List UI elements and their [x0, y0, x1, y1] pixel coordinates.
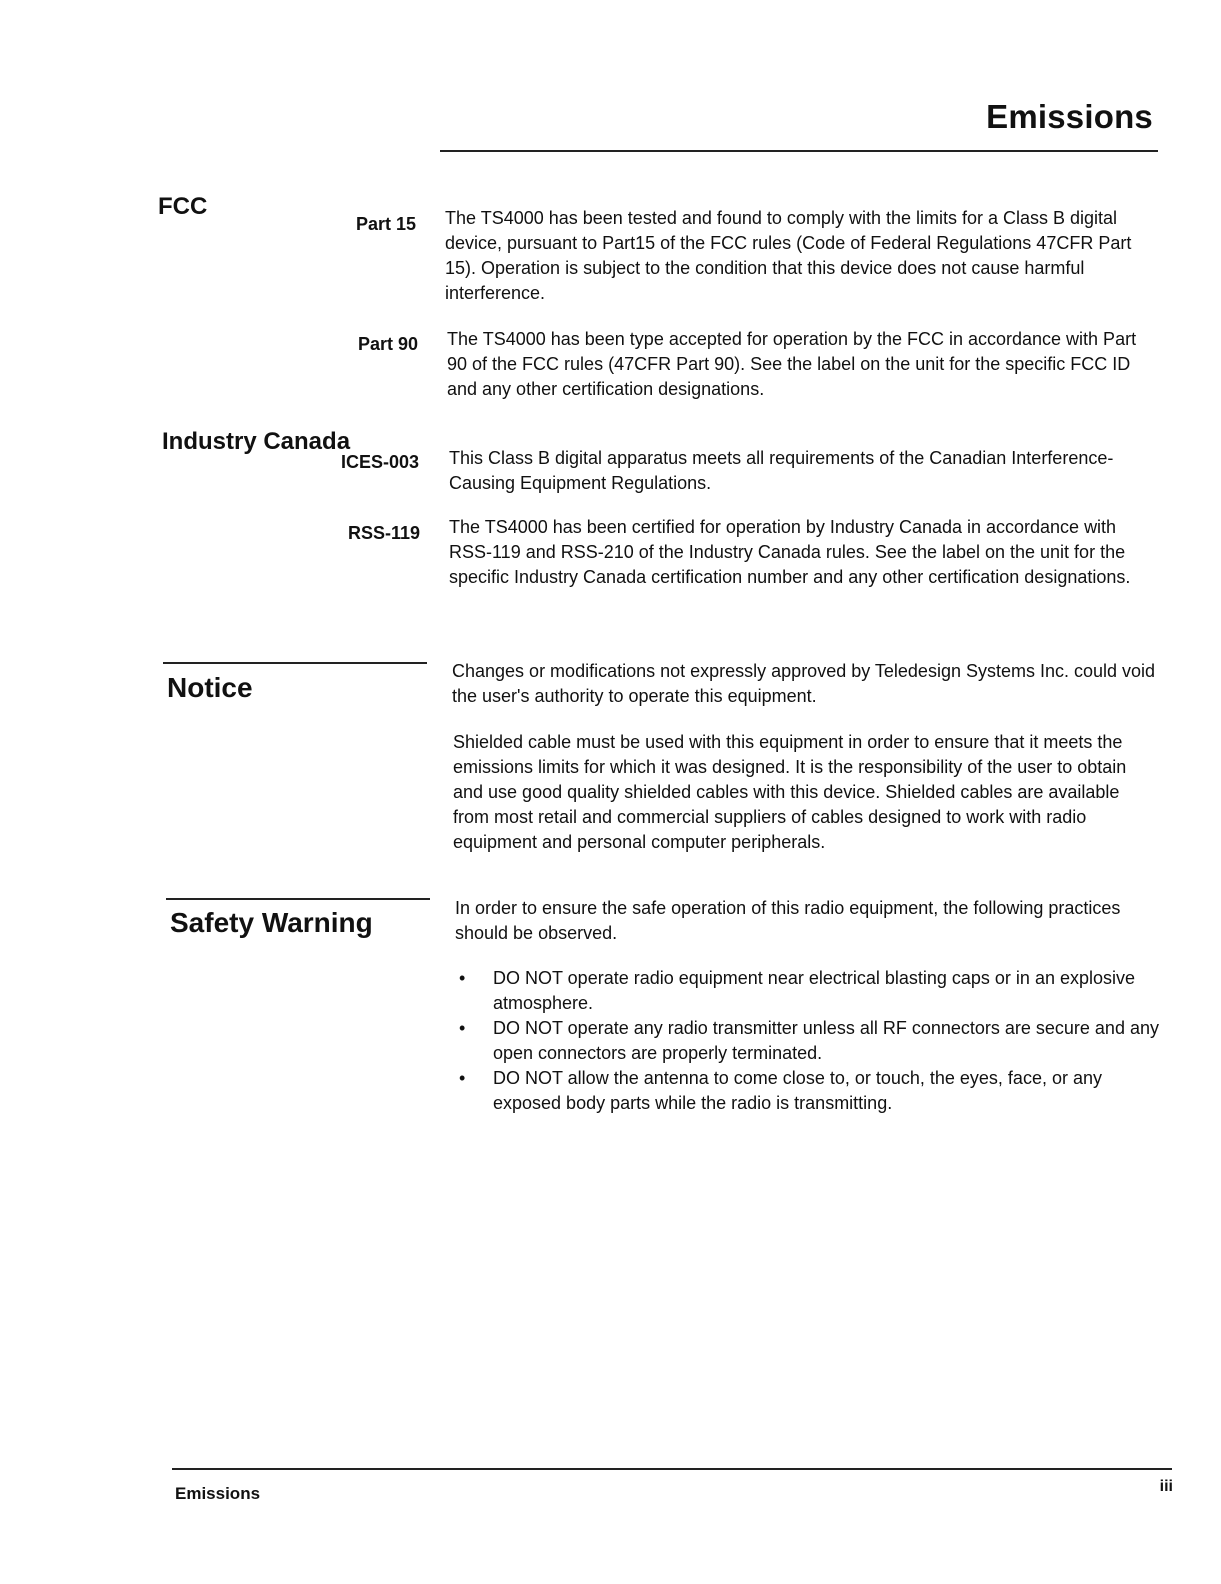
footer-section-title: Emissions — [175, 1484, 261, 1503]
notice-rule — [163, 662, 427, 664]
notice-paragraph-1: Changes or modifications not expressly approved by Teledesign Systems Inc. could void the user's authority to operate this equipment. — [452, 661, 1156, 706]
notice-paragraph-2: Shielded cable must be used with this equipment in order to ensure that it meets the emissions limits for which it was designed. It is the responsibility of the user to obtain and use good quality shielded cables with this device. Shielded cables are available from most retail and commercial suppliers of cables designed to work with radio equipment and personal computer peripherals. — [453, 732, 1127, 852]
safety-bullet-text: DO NOT operate radio equipment near electrical blasting caps or in an explosive atmosphere. — [493, 968, 1136, 1013]
list-item — [455, 1066, 1165, 1116]
list-item — [455, 1016, 1165, 1066]
safety-rule — [166, 898, 430, 900]
industry-canada-heading: Industry Canada — [162, 428, 351, 455]
part90-label: Part 90 — [357, 334, 418, 354]
safety-intro: In order to ensure the safe operation of this radio equipment, the following practices should be observed. — [455, 898, 1121, 943]
list-item — [455, 966, 1165, 1016]
safety-bullet-list — [455, 966, 1165, 1116]
fcc-heading: FCC — [158, 193, 208, 220]
header-rule — [440, 150, 1158, 152]
page-number: iii — [1159, 1478, 1173, 1495]
rss-119-label: RSS-119 — [347, 523, 420, 543]
ices-003-text: This Class B digital apparatus meets all requirements of the Canadian Interference-Causing Equipment Regulations. — [449, 448, 1114, 493]
ices-003-label: ICES-003 — [340, 452, 419, 472]
page-title: Emissions — [986, 98, 1153, 135]
part15-label: Part 15 — [355, 214, 416, 234]
safety-bullet-text: DO NOT operate any radio transmitter unless all RF connectors are secure and any open connectors are properly terminated. — [493, 1018, 1159, 1063]
rss-119-text: The TS4000 has been certified for operation by Industry Canada in accordance with RSS-119 and RSS-210 of the Industry Canada rules. See the label on the unit for the specific Industry Canada certification number and any other certification designations. — [449, 517, 1131, 587]
part15-text: The TS4000 has been tested and found to comply with the limits for a Class B digital device, pursuant to Part15 of the FCC rules (Code of Federal Regulations 47CFR Part 15). Operation is subject to the condition that this device does not cause harmful interference. — [445, 208, 1132, 303]
bullet-icon: • — [459, 1068, 466, 1088]
safety-warning-heading: Safety Warning — [170, 907, 373, 938]
part90-text: The TS4000 has been type accepted for operation by the FCC in accordance with Part 90 of the FCC rules (47CFR Part 90). See the label on the unit for the specific FCC ID and any other certification designations. — [447, 329, 1137, 399]
notice-heading: Notice — [167, 672, 253, 703]
safety-bullet-text: DO NOT allow the antenna to come close to, or touch, the eyes, face, or any exposed body parts while the radio is transmitting. — [493, 1068, 1102, 1113]
bullet-icon: • — [459, 968, 466, 988]
footer-rule — [172, 1468, 1172, 1470]
bullet-icon: • — [459, 1018, 466, 1038]
